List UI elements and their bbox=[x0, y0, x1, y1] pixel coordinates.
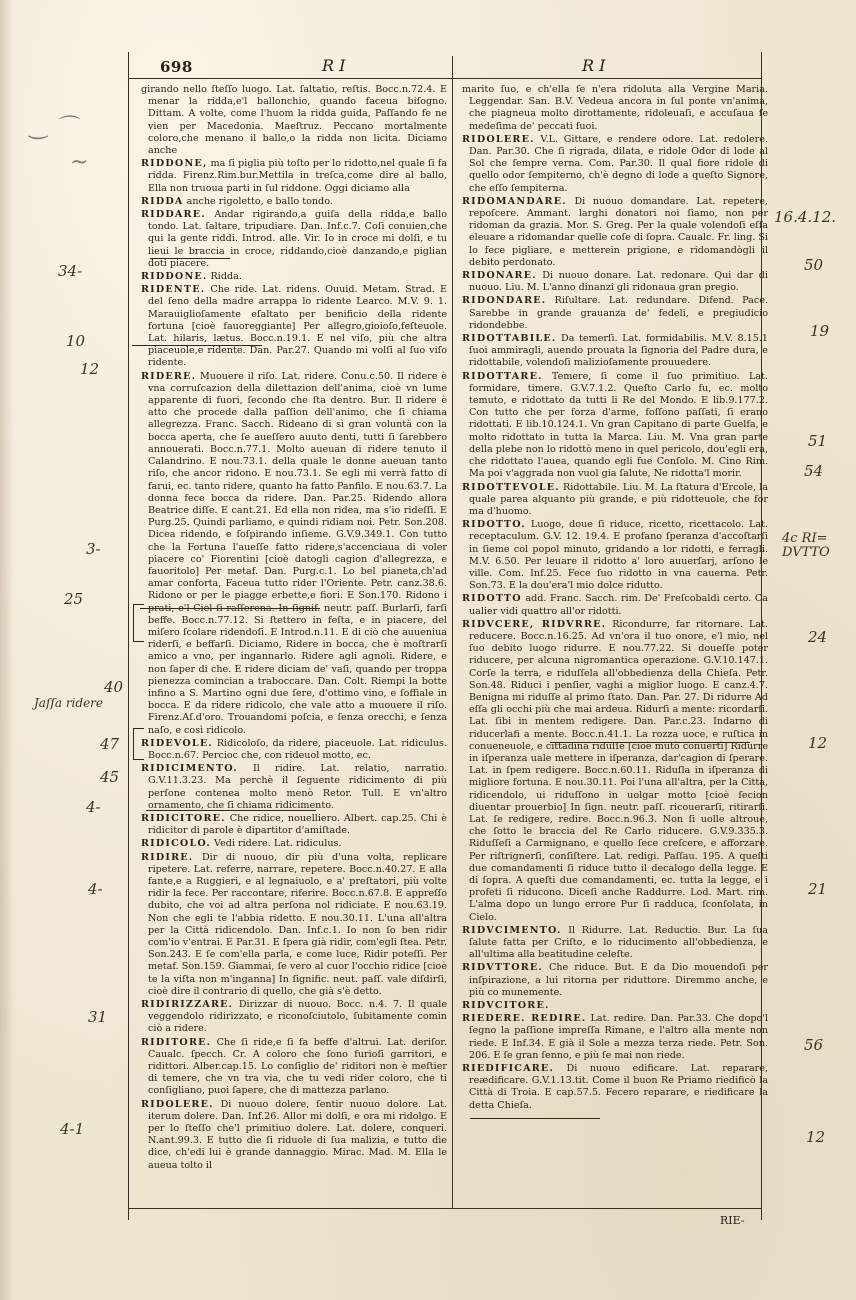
dictionary-entry bbox=[462, 270, 768, 294]
entry-headword: RIDOTTO bbox=[462, 593, 522, 605]
entry-headword: RIDERE. bbox=[141, 370, 197, 382]
entry-text: Ridda. bbox=[210, 271, 242, 283]
page-number: 698 bbox=[160, 58, 193, 76]
entry-headword: RIDOTTEVOLE. bbox=[462, 481, 560, 493]
entry-headword: RIDDA bbox=[141, 195, 184, 207]
entry-text: Che riduce. But. E da Dio mouendoſi per inſpirazione, a lui ritorna per riduttore. Diremmo anche, e più co munemente. bbox=[469, 962, 768, 998]
margin-note-right: 50 bbox=[804, 256, 824, 274]
dictionary-entry bbox=[462, 925, 768, 962]
ink-underline bbox=[140, 608, 320, 609]
entry-text: Il ridire. Lat. relatio, narratio. G.V.11.3.23. Ma perchè il ſeguente ridicimento di più perſone contenea molto menò Retor. Tull. E vn'altro ornamento, che ſi chiama ridicimento. bbox=[148, 763, 447, 811]
dictionary-entry bbox=[462, 1000, 768, 1012]
dictionary-entry bbox=[141, 371, 447, 737]
running-head-right: R I bbox=[582, 56, 606, 75]
catchword: RIE- bbox=[720, 1214, 745, 1227]
entry-headword: RIEDIFICARE. bbox=[462, 1063, 554, 1075]
dictionary-entry bbox=[141, 271, 447, 283]
entry-headword: RIEDERE. REDIRE. bbox=[462, 1013, 587, 1025]
entry-text: Che ſi ride,e ſi fa beffe d'altrui. Lat. deriſor. Caualc. ſpecch. Cr. A coloro che ſono furioſi garritori, e ridittori. Alber.cap.15. Lo conſiglio de' riditori non è meſtier di temere, che vn tra via, che tu vedi rider coloro, che ti conſigliano, puoi ſapere, che di mattezza parlano. bbox=[148, 1036, 447, 1097]
entry-text: Che ride. Lat. ridens. Ouuid. Metam. Strad. E del ſeno della madre arrappa lo ridente Learco. M.V. 9. 1. Marauiglioſamente eſaltato per benificio della ridente fortuna [cioè fauoreggiante] Per allegro,gioioſo,feſteuole. Lat. hilaris, lætus. Bocc.n.19.1. E nel viſo, più che altra piaceuole,e ridente. Dan. Par.27. Quando mi volſi al ſuo viſo ridente. bbox=[148, 284, 447, 369]
dictionary-entry bbox=[141, 158, 447, 195]
dictionary-entry bbox=[462, 84, 768, 133]
margin-note-left: 12 bbox=[80, 360, 100, 378]
dictionary-entry bbox=[141, 852, 447, 998]
entry-headword: RIDIRIZZARE. bbox=[141, 999, 234, 1011]
entry-text: Di nuouo domandare. Lat. repetere, repoſcere. Ammant. larghi donatori noi ſiamo, non per ridoman da grazia. Mor. S. Greg. Per la quale volendoſi eſſa eleuare a ridomandar quelle coſe di ſopra. Caualc. Fr. ling. Si lo fece pigliare, e metterein prigione, e ridomandògli il debito perdonato. bbox=[469, 195, 768, 268]
entry-headword: RIDDONE, bbox=[141, 158, 208, 170]
margin-note-left: 34- bbox=[58, 262, 83, 280]
dictionary-entry bbox=[141, 284, 447, 369]
entry-text: ma ſi piglia più toſto per lo ridotto,nel quale ſi fa ridda. Firenz.Rim.bur.Mettila in treſca,come dire al ballo, Ella non truoua parti in ſul riddone. Oggi diciamo alla bbox=[148, 158, 447, 194]
dictionary-entry bbox=[141, 838, 447, 850]
margin-note-left: 25 bbox=[64, 590, 84, 608]
entry-headword: RIDOTTABILE. bbox=[462, 333, 557, 345]
entry-text: V.L. Gittare, e rendere odore. Lat. redolere. Dan. Par.30. Che ſi rigrada, dilata, e ridole Odor di lode al Sol che ſempre verna. Com. Par.30. Il qual fiore ridole di quello odor ſempiterno, ch'è degno di lode a queſto Signore, che eſſo ſempiterna. bbox=[469, 133, 768, 194]
entry-text: Riſultare. Lat. redundare. Difend. Pace. Sarebbe in grande grauanza de' fedeli, e pregiudicio ridondebbe. bbox=[469, 295, 768, 331]
dictionary-entry bbox=[462, 333, 768, 370]
dictionary-entry bbox=[462, 134, 768, 195]
entry-headword: RIDONARE. bbox=[462, 270, 537, 282]
margin-note-left: 4-1 bbox=[60, 1120, 85, 1138]
footer-rule bbox=[128, 1208, 762, 1209]
ink-bracket bbox=[133, 728, 144, 760]
margin-note-left: Jaſſa ridere bbox=[34, 696, 104, 710]
dictionary-entry bbox=[462, 482, 768, 519]
dictionary-entry bbox=[462, 196, 768, 269]
margin-note-left: 47 bbox=[100, 735, 120, 753]
dictionary-entry bbox=[462, 593, 768, 617]
dictionary-entry bbox=[141, 738, 447, 762]
running-head-left: R I bbox=[322, 56, 346, 75]
entry-headword: RIDITORE. bbox=[141, 1036, 212, 1048]
margin-note-right: 54 bbox=[804, 462, 824, 480]
pencil-mark: ~ bbox=[70, 150, 89, 175]
dictionary-entry bbox=[141, 84, 447, 157]
entry-headword: RIDVCITORE. bbox=[462, 1000, 550, 1012]
entry-text: Lat. redire. Dan. Par.33. Che dopo'l ſegno la paſſione impreſſa Rimane, e l'altro alla mente non riede. E Inf.34. E già il Sole a mezza terza riede. Petr. Son. 206. E ſe gran ſenno, e più ſe mai non riede. bbox=[469, 1013, 768, 1061]
margin-note-right: 21 bbox=[808, 880, 828, 898]
margin-note-right: 19 bbox=[810, 322, 830, 340]
entry-text: Che ridice, nouelliero. Albert. cap.25. Chi è ridicitor di parole è dipartitor d'amiſtade. bbox=[148, 812, 447, 837]
pencil-mark: ‿ ⌒ bbox=[30, 115, 77, 140]
entry-text: marito ſuo, e ch'ella ſe n'era ridoluta alla Vergine Maria. Leggendar. San. B.V. Vedeua ancora in ſul ponte vn'anima, che piagneua molto dirottamente, ridoleuaſi, e accuſaua ſe medeſima de' peccati ſuoi. bbox=[462, 84, 768, 132]
dictionary-entry bbox=[462, 962, 768, 999]
margin-note-left: 10 bbox=[66, 332, 86, 350]
entry-headword: RIDOLERE. bbox=[141, 1098, 214, 1110]
entry-headword: RIDENTE. bbox=[141, 284, 206, 296]
entry-text: Temere, ſi come il ſuo primitiuo. Lat. formidare, timere. G.V.7.1.2. Queſto Carlo fu, ec. molto temuto, e ridottato da tutti li Re del Mondo. E lib.9.177.2. Con tutto che per forza d'arme, foſſono paſſati, ſi erano ridottati. E lib.10.124.1. Vn gran Capitano di parte Guelfa, e molto ridottato in tutta la Marca. Liu. M. Vna gran parte della plebe non lo ridottò meno in quel pericolo, dou'egli era, che ridottato l'auea, quando egli fue Conſolo. M. Cino Rim. Ma poi v'aggrada non vuol gia ſalute, Ne ridotta'l morir. bbox=[469, 370, 768, 480]
margin-note-right: 24 bbox=[808, 628, 828, 646]
entry-text: add. Franc. Sacch. rim. De' Freſcobaldi certo. Ca ualier vidi quattro all'or ridotti. bbox=[469, 593, 768, 617]
entry-headword: RIDEVOLE. bbox=[141, 737, 213, 749]
margin-note-right: 16.4.12. bbox=[774, 208, 837, 226]
margin-note-right: 12 bbox=[808, 734, 828, 752]
entry-headword: RIDOTTARE. bbox=[462, 370, 543, 382]
margin-note-right: 56 bbox=[804, 1036, 824, 1054]
dictionary-entry bbox=[141, 1037, 447, 1098]
dictionary-entry bbox=[141, 999, 447, 1036]
ink-underline bbox=[150, 258, 230, 259]
entry-text: Dir di nuouo, dir più d'una volta, replicare ripetere. Lat. referre, narrare, repetere. Bocc.n.40.27. E alla fante,e a Ruggieri, e al legnaiuolo, e a' preſtatori, più volte ridir la fece. Per raccontare, riferire. Bocc.n.67.8. E appreſſo dubito, che voi ad altra perſona nol ridiciate. E nou.63.19. Non che egli te l'abbia ridetto. E nou.30.11. L'una all'altra per la Città ridicendolo. Dan. Inf.c.1. Io non ſo ben ridir com'io v'entrai. E Par.31. E ſpera già ridir, com'egli ſtea. Petr. Son.243. E ſe com'ella parla, e come luce, Ridir poteſſi. Per metaf. Son.159. Giammai, ſe vero al cuor l'occhio ridice [cioè te la viſta non m'inganna] In ſignific. neut. paſſ. vale diſdirſi, cioè dire il contrario di quello, che già s'è detto. bbox=[148, 851, 447, 997]
dictionary-entry bbox=[141, 209, 447, 270]
entry-headword: RIDDONE. bbox=[141, 271, 208, 283]
entry-headword: RIDDARE. bbox=[141, 209, 206, 221]
entry-headword: RIDONDARE. bbox=[462, 295, 547, 307]
ink-bracket bbox=[133, 604, 144, 642]
entry-text: girando nello ſteſſo luogo. Lat. ſaltatio, reſtis. Bocc.n.72.4. E menar la ridda,e'l ballonchio, quando faceua biſogno. Dittam. A volte, come l'huom la ridda guida, Paſſando fe ne vien per Macedonia. Maeſtruz. Peccano mortalmente coloro,che menano il ballo,o la ridda non licita. Diciamo anche bbox=[141, 84, 447, 157]
entry-headword: RIDOTTO. bbox=[462, 519, 526, 531]
entry-text: Ricondurre, far ritornare. Lat. reducere. Bocc.n.16.25. Ad vn'ora il tuo onore, e'l mio, nel ſuo debito luogo ridurre. E nou.77.22. Si doueſſe poter riducere, per alcuna nigromantica operazione. G.V.10.147.1. Corſe la terra, e riduſſela all'obbedienza della Chieſa. Petr. Son.48. Riduci i penſier, vaghi a miglior luogo. E canz.4.7. Benigna mi riduſſe al primo ſtato. Dan. Par. 27. Di ridurre Ad eſſa gli occhi più che mai ardeua. Ridurſi a mente: ricordarſi. Lat. ſibi in mentem redigere. Dan. Par.c.23. Indarno di riducerlafi a mente. Bocc.n.41.1. La rozza uoce, e ruſtica in conueneuole, e cittadina riduſſe [cioè mutò conuertì] Ridurre in iſperanza uale mettere in iſperanza, dar'cagion di ſperare. Lat. in ſpem redigere. Bocc.n.60.11. Riduſla in iſperanza di migliore fortuna. E nou.30.11. Poi l'una all'altra, per la Città, ridicendolo, ui riduſſono in uolgar motto [cioè ſecion diuentar prouerbio] In ſign. neutr. paſſ. ricouerarſi, ritirarſi. Lat. ſe redigere, redire. Bocc.n.96.3. Non ſi uolle altroue, che ſotto le braccia del Re Carlo riducere. G.V.9.335.3. Riduſſeſi a Carmignano, e quello ſece creſcere, e afforzare. Per riſtrignerſi, conſiſtere. Lat. redigi. Paſſau. 195. A queſti due comandamenti ſi riduce tutto il decalogo della legge. E di ſopra. A queſti due comandamenti, ec. tutta la legge, e i profeti ſi riducono. Diceſi anche Raddurre. Lod. Mart. rim. L'alma dopo un lungo errore Pur ſi radduca, ſconſolata, in Cielo. bbox=[469, 618, 768, 923]
dictionary-entry bbox=[462, 371, 768, 481]
margin-note-left: 4- bbox=[88, 880, 103, 898]
entry-text: Muouere il riſo. Lat. ridere. Conu.c.50. Il ridere è vna corruſcazion della dilettazion dell'anima, cioè vn lume apparente di fuori, ſecondo che ſta dentro. Bur. Il ridere è atto che procede dalla paſſion dell'animo, che ſi chiama allegrezza. Franc. Sacch. Rideano di sì gran voluntà con la bocca aperta, che ſe aueſſero auuto denti, tutti ſi ſarebbero annouerati. Bocc.n.77.1. Molto aueuan di ridere tenuto il Calandrino. E nou.73.1. della quale le donne aueuan tanto riſo, che ancor ridono. E nou.73.1. Se egli mi verrà fatto di farui, ec. tanto ridere, quanto ha fatto Panfilo. E nou.63.7. La donna fece bocca da ridere. Dan. Par.25. Ridendo allora Beatrice diſſe. E cant.21. Ed ella non ridea, ma s'io rideſſi. E Purg.25. Quindi parliamo, e quindi ridiam noi. Petr. Son.208. Dicea ridendo, e ſoſpirando inſieme. G.V.9.349.1. Con tutto che la Fortuna l'aueſſe fatto ridere,s'accenciaua di voler piacere co' Fiorentini [cioè datogli cagion d'allegrezza, e fauoritolo] Per metaf. Dan. Purg.c.1. Lo bel pianeta,ch'ad amar conforta, Faceua tutto rider l'Oriente. Petr. canz.38.6. Ridono or per le piagge erbette,e fiori. E Son.170. Ridono i prati, e'l Ciel ſi raſſerena. In ſignif. neutr. paſſ. Burlarſi, farſi beffe. Bocc.n.77.12. Si ſtettero in feſta, e in piacere, del miſero ſcolare ridendoſi. E Introd.n.11. E di ciò che auueniua riderſi, e beffarſi. Diciamo, Ridere in bocca, che è moſtrarſi amico a vno, per ingannarlo. Ridere agli agnoli. Ridere, e non ſaper di che. E ridere diciam de' vaſi, quando per troppa pienezza comincian a traboccare. Dan. Colt. Riempi la botte infino a S. Martino ogni due ſere, d'ottimo vino, e ſoffiale in bocca. E da ridere ridicolo, che vale atto a muouere il riſo. Firenz.Aſ.d'oro. Trouandomi poſcia, e ſenza orecchi, e ſenza naſo, e così ridicolo. bbox=[148, 370, 447, 736]
margin-note-left: 31 bbox=[88, 1008, 108, 1026]
entry-headword: RIDOLERE. bbox=[462, 133, 535, 145]
margin-note-right: 12 bbox=[806, 1128, 826, 1146]
entry-text: Ridottabile. Liu. M. La ſtatura d'Ercole, la quale parea alquanto più grande, e più ridotteuole, che for ma d'huomo. bbox=[469, 481, 769, 517]
dictionary-entry bbox=[462, 619, 768, 924]
dictionary-entry bbox=[462, 1013, 768, 1062]
dictionary-entry bbox=[462, 295, 768, 332]
margin-note-right: 51 bbox=[808, 432, 828, 450]
entry-text: Luogo, doue ſi riduce, ricetto, ricettacolo. Lat. receptaculum. G.V. 12. 19.4. E profano ſperanza d'accoſtarſi in ſieme col popol minuto, gridando a lor ridotti, e ferragli. M.V. 6.50. Per leuare il ridotto a' loro auuerſarj, arſono le ville. Com. Inf.25. Fece ſuo ridotto in vna cauerna. Petr. Son.73. E la dou'era'l mio dolce ridutto. bbox=[469, 519, 768, 592]
dictionary-entry bbox=[141, 813, 447, 837]
entry-text: anche rigoletto, e ballo tondo. bbox=[186, 195, 333, 207]
entry-text: Andar rigirando,a guiſa della ridda,e ballo tondo. Lat. ſaltare, tripudiare. Dan. Inf.c.7. Coſi conuien,che qui la gente riddi. Introd. alle. Vir. Io in croce mi dolſi, e tu lieui le braccia in croce, riddando,cioè danzando,e piglian doti piacere. bbox=[148, 209, 447, 269]
ink-underline bbox=[146, 810, 316, 811]
entry-headword: RIDVCIMENTO. bbox=[462, 924, 562, 936]
dictionary-entry bbox=[141, 763, 447, 812]
entry-text: Vedi ridere. Lat. ridiculus. bbox=[214, 838, 342, 850]
dictionary-entry bbox=[462, 519, 768, 592]
entry-headword: RIDOMANDARE. bbox=[462, 195, 567, 207]
entry-text: Di nuouo dolere, ſentir nuouo dolore. Lat. iterum dolere. Dan. Inf.26. Allor mi dolſi, e ora mi ridolgo. E per lo ſteſſo che'l primitiuo dolere. Lat. dolere, conqueri. N.ant.99.3. E tutto dìe ſi riduole di ſua malizia, e tutto dìe dice, ch'edi lui è grande dannaggio. Mirac. Mad. M. Ella le aueua tolto il bbox=[148, 1098, 447, 1171]
entry-headword: RIDICIMENTO. bbox=[141, 763, 238, 775]
entry-headword: RIDICITORE. bbox=[141, 812, 226, 824]
dictionary-entry bbox=[141, 196, 447, 208]
margin-note-right: 4c RI= DVTTO bbox=[782, 531, 830, 560]
left-column bbox=[141, 84, 447, 1173]
margin-note-left: 45 bbox=[100, 768, 120, 786]
dictionary-entry bbox=[462, 1063, 768, 1112]
entry-text: Il Ridurre. Lat. Reductio. Bur. La ſua ſalute fatta per Criſto, e lo riducimento all'obbedienza, e all'ultima alla beatitudine celeſte. bbox=[469, 924, 768, 961]
entry-headword: RIDIRE. bbox=[141, 851, 194, 863]
entry-headword: RIDVTTORE. bbox=[462, 962, 543, 974]
ink-underline bbox=[550, 742, 750, 743]
entry-headword: RIDVCERE, RIDVRRE. bbox=[462, 618, 607, 630]
margin-note-left: 40 bbox=[104, 678, 124, 696]
header-rule bbox=[128, 78, 762, 79]
dictionary-entry bbox=[141, 1099, 447, 1172]
margin-note-left: 3- bbox=[86, 540, 101, 558]
entry-text: Di nuouo edificare. Lat. reparare, reædificare. G.V.1.13.tit. Come il buon Re Priamo riedificò la Città di Troia. E cap.57.5. Fecero reparare, e riedificare la detta Chieſa. bbox=[469, 1063, 768, 1111]
page-edge-shadow bbox=[0, 0, 14, 1300]
ink-underline bbox=[470, 1118, 600, 1119]
entry-text: Di nuouo donare. Lat. redonare. Qui dar di nuouo. Liu. M. L'anno dinanzi gli ridonaua gran pregio. bbox=[469, 270, 768, 294]
right-column bbox=[462, 84, 768, 1113]
entry-text: Da temerſi. Lat. formidabilis. M.V. 8.15.1 ſuoi ammiragli, auendo prouata la ſignoria del Padre dura, e ridottabile, volendoſi malizioſamente prouuedere. bbox=[469, 333, 768, 369]
margin-note-left: 4- bbox=[86, 798, 101, 816]
entry-text: Dirizzar di nuouo. Bocc. n.4. 7. Il quale veggendolo ridirizzato, e riconoſciutolo, ſubitamente comin ciò a ridere. bbox=[148, 999, 447, 1035]
entry-headword: RIDICOLO. bbox=[141, 838, 211, 850]
entry-text: Ridicoloſo, da ridere, piaceuole. Lat. ridiculus. Bocc.n.67. Percioc che, con rideuol motto, ec. bbox=[148, 737, 447, 761]
column-divider bbox=[452, 56, 453, 1208]
ink-underline bbox=[132, 345, 262, 346]
